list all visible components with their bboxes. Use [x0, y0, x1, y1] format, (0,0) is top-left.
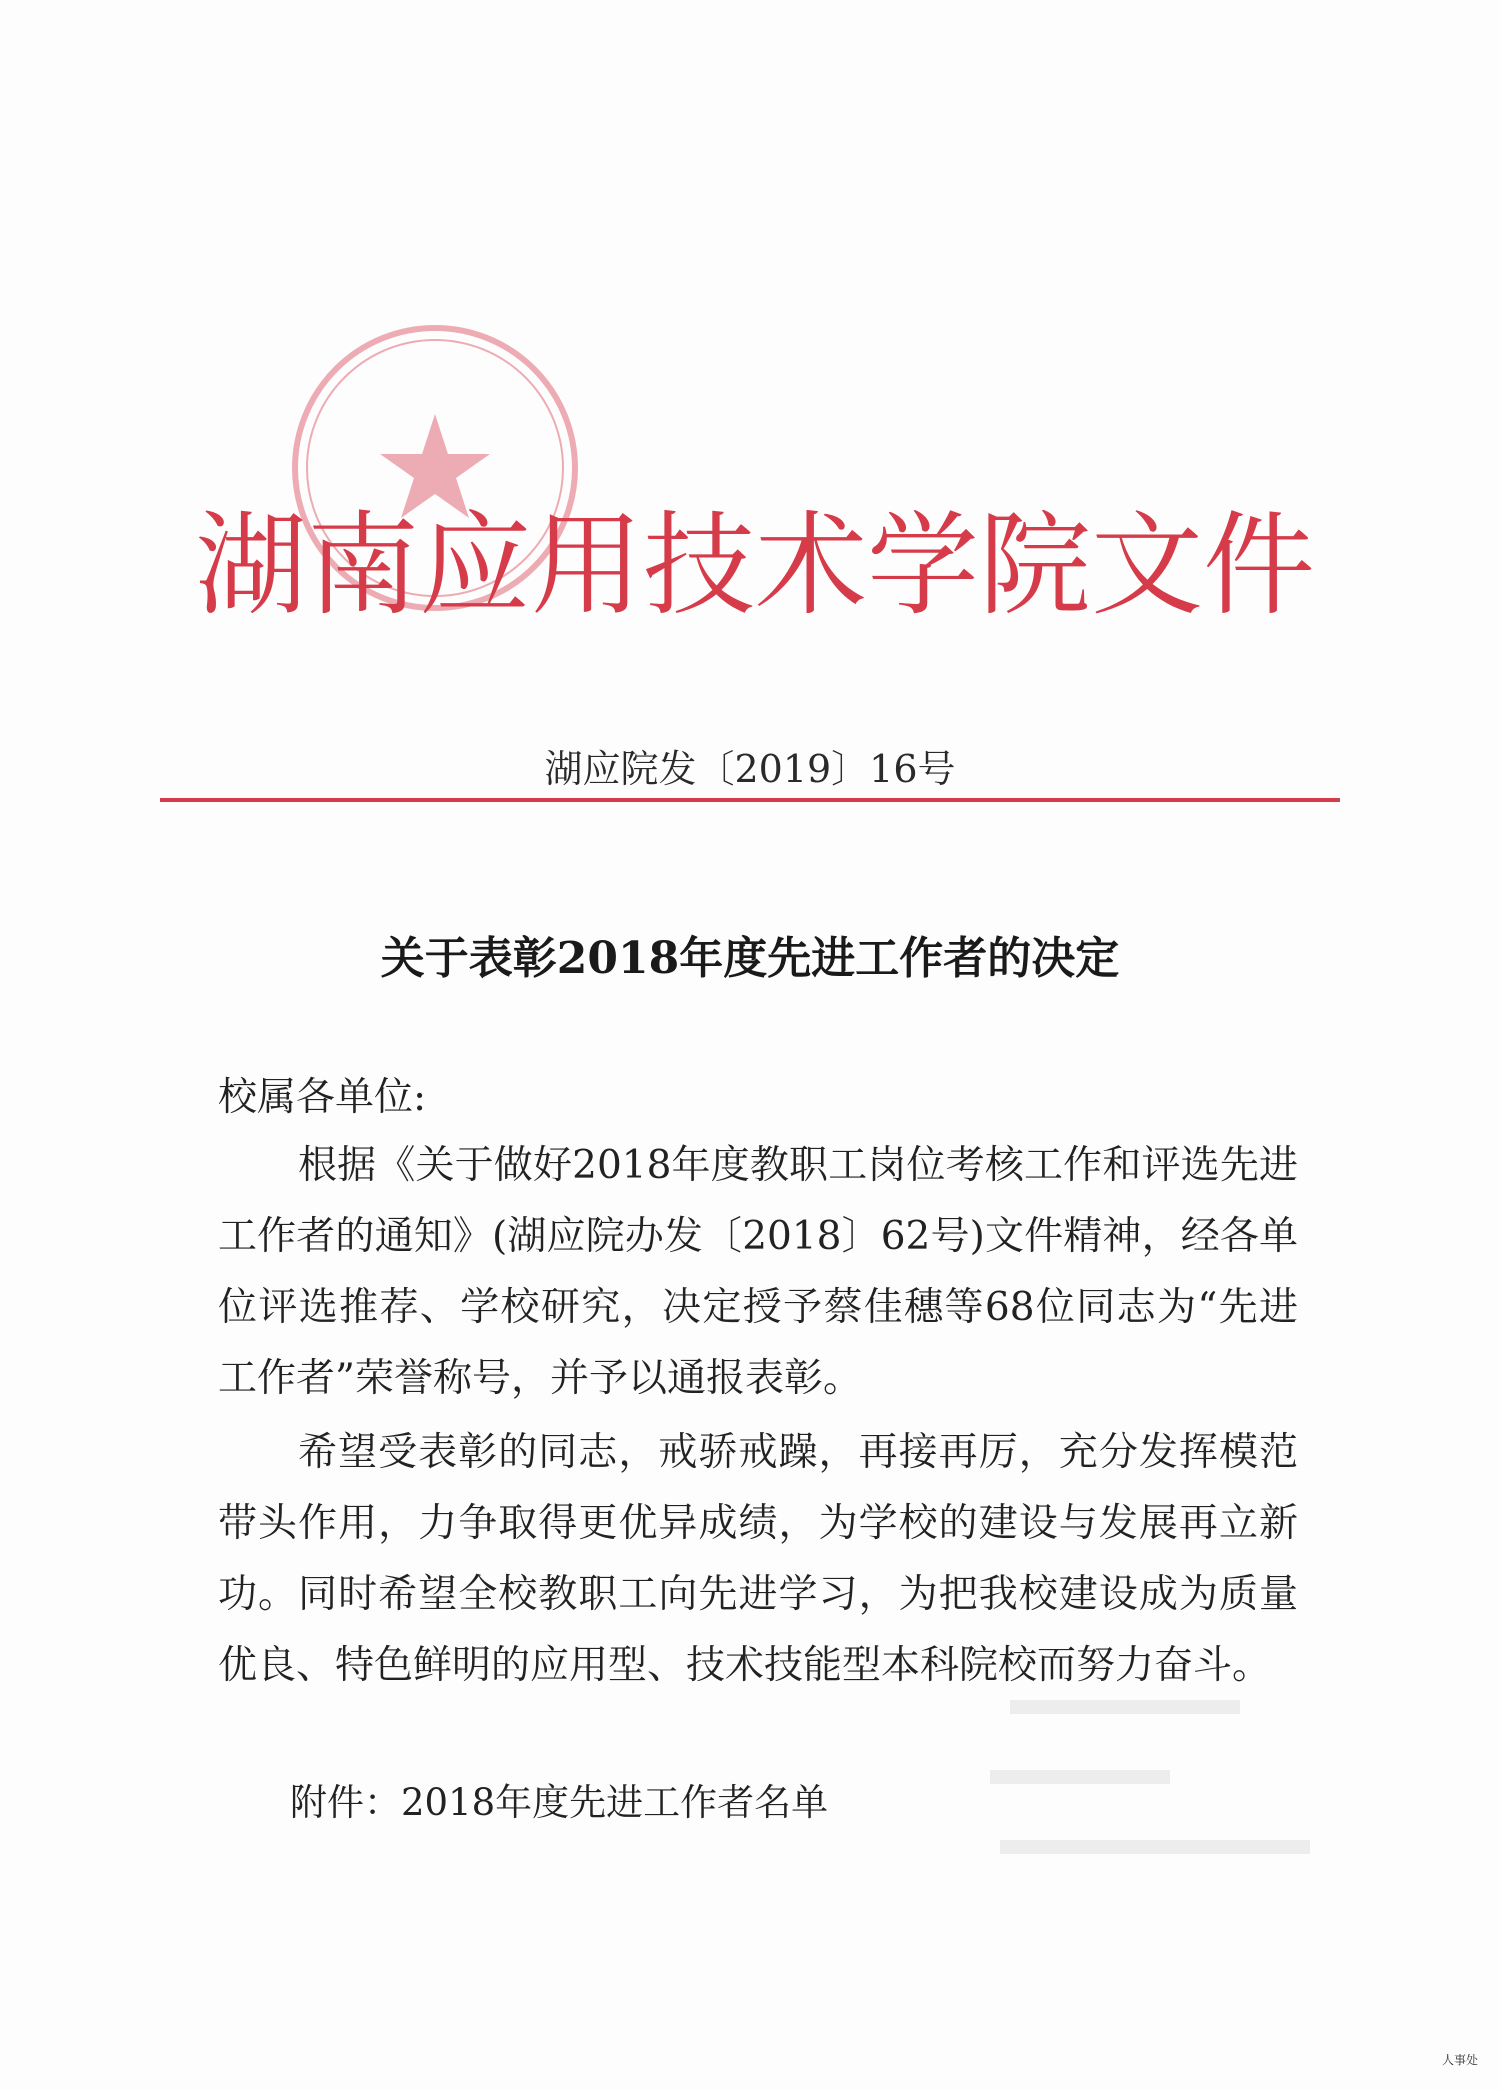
- decision-title: 关于表彰2018年度先进工作者的决定: [380, 933, 1120, 984]
- footer-mark: 人事处: [1441, 2053, 1478, 2067]
- bleed-through-shadow: [990, 1690, 1320, 1890]
- issuer-title: 湖南应用技术学院文件: [195, 501, 1315, 631]
- salutation: 校属各单位:: [218, 1075, 427, 1120]
- document-number: 湖应院发〔2019〕16号: [544, 747, 956, 791]
- body-paragraph-2: 希望受表彰的同志，戒骄戒躁，再接再厉，充分发挥模范带头作用，力争取得更优异成绩，为学校的建设与发展再立新功。同时希望全校教职工向先进学习，为把我校建设成为质量优良、特色鲜明的应用型、技术技能型本科院校而努力奋斗。: [218, 1430, 1298, 1688]
- red-divider: [160, 798, 1340, 802]
- body-paragraph-1: 根据《关于做好2018年度教职工岗位考核工作和评选先进工作者的通知》(湖应院办发〔2018〕62号)文件精神，经各单位评选推荐、学校研究，决定授予蔡佳穗等68位同志为“先进工作者”荣誉称号，并予以通报表彰。: [218, 1143, 1298, 1401]
- attachment-note: 附件：2018年度先进工作者名单: [290, 1781, 829, 1824]
